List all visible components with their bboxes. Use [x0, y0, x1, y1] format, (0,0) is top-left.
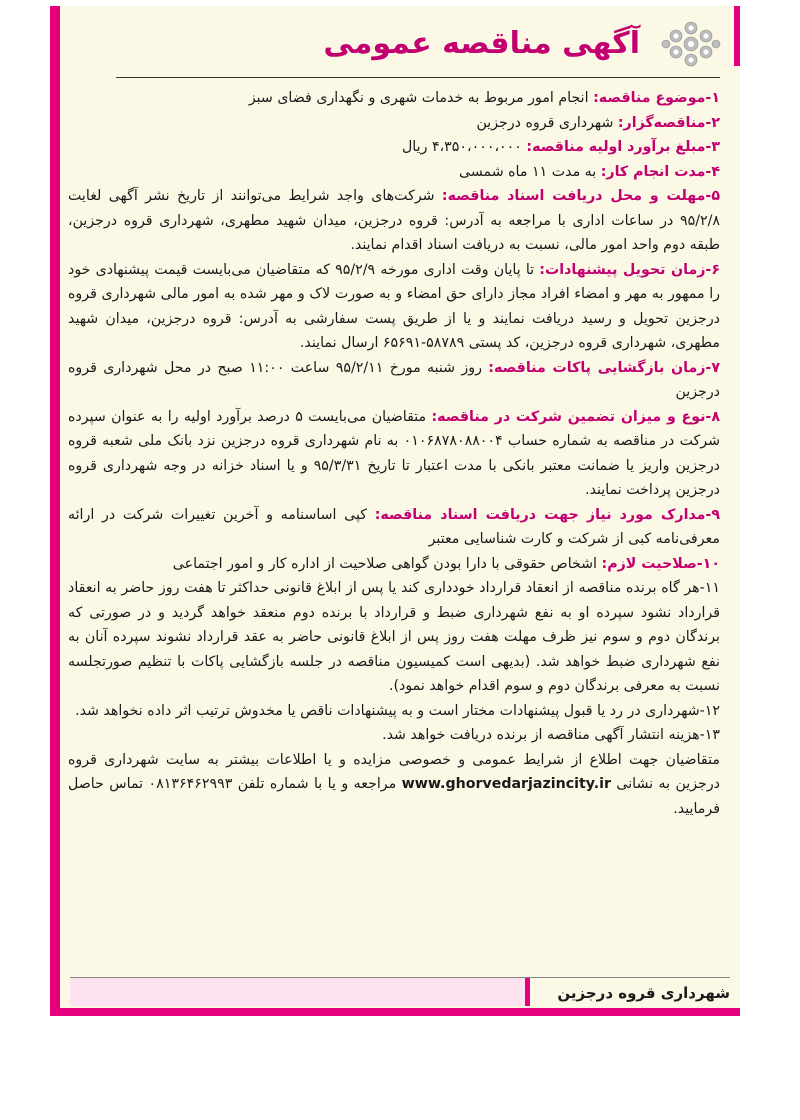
item-qualification: ۱۰-صلاحیت لازم: اشخاص حقوقی با دارا بودن گواهی صلاحیت از اداره کار و امور اجتماعی — [172, 555, 720, 572]
ornament-logo-icon — [656, 16, 726, 72]
website-link[interactable]: www.ghorvedarjazincity.ir — [401, 776, 611, 792]
frame-bottom-bar — [50, 1008, 740, 1016]
item-opening-time: ۷-زمان بازگشایی پاکات مناقصه: روز شنبه مورخ ۹۵/۲/۱۱ ساعت ۱۱:۰۰ صبح در محل شهرداری قروه درجزین — [68, 359, 720, 400]
item-documents-deadline: ۵-مهلت و محل دریافت اسناد مناقصه: شرکت‌های واجد شرایط می‌توانند از تاریخ نشر آگهی لغایت ۹۵/۲/۸ در ساعات اداری با مراجعه به آدرس: قروه درجزین، میدان شهید مطهری، شهرداری قروه درجزین، طبقه دوم واحد امور مالی، نسبت به دریافت اسناد اقدام نمایند. — [68, 188, 720, 253]
item-publication-cost: ۱۳-هزینه انتشار آگهی مناقصه از برنده دریافت خواهد شد. — [382, 727, 720, 743]
notice-header — [60, 6, 740, 78]
item-guarantee: ۸-نوع و میزان تضمین شرکت در مناقصه: متقاضیان می‌بایست ۵ درصد برآورد اولیه را به عنوان سپرده شرکت در مناقصه به شماره حساب ۰۱۰۶۸۷۸۰۸۸۰۰۴ به نام شهرداری قروه درجزین نزد بانک ملی شعبه قروه درجزین واریز یا ضمانت معتبر بانکی با مدت اعتبار تا تاریخ ۹۵/۳/۳۱ و یا اسناد خزانه در وجه شهرداری قروه درجزین پرداخت نمایند. — [68, 408, 720, 498]
footer-signature: شهرداری قروه درجزین — [557, 984, 730, 1002]
frame-left-bar — [50, 6, 60, 1016]
notice-footer — [70, 977, 730, 1006]
notice-body — [68, 86, 720, 821]
notice-title: آگهی مناقصه عمومی — [323, 26, 640, 61]
footer-accent-bar — [70, 978, 530, 1006]
item-submission-time: ۶-زمان تحویل پیشنهادات: تا پایان وقت اداری مورخه ۹۵/۲/۹ که متقاضیان می‌بایست قیمت پیشنهادی خود را ممهور به مهر و امضاء افراد مجاز دارای حق امضاء و به صورت لاک و مهر شده به امور مالی شهرداری قروه درجزین تحویل و رسید دریافت نمایند و یا از طریق پست سفارشی به آدرس: قروه درجزین، میدان شهید مطهری، شهرداری قروه درجزین، کد پستی ۵۸۷۸۹-۶۵۶۹۱ ارسال نمایند. — [68, 261, 720, 351]
item-estimate: ۳-مبلغ برآورد اولیه مناقصه: ۴،۳۵۰،۰۰۰،۰۰۰ ریال — [402, 139, 720, 155]
header-divider — [116, 77, 720, 78]
item-winner-obligation: ۱۱-هر گاه برنده مناقصه از انعقاد قرارداد خودداری کند یا پس از ابلاغ قانونی حداکثر تا هفت روز حاضر به انعقاد قرارداد نشود سپرده او به نفع شهرداری ضبط و قرارداد با برنده دوم منعقد خواهد گردید و در صورتی که برندگان دوم و سوم نیز ظرف مهلت هفت روز پس از ابلاغ قانونی حاضر به عقد قرارداد نشوند سپرده آنان به نفع شهرداری ضبط خواهد شد. (بدیهی است کمیسیون مناقصه در جلسه بازگشایی پاکات با تنظیم صورتجلسه نسبت به معرفی برندگان دوم و سوم اقدام خواهد نمود). — [68, 580, 720, 694]
item-acceptance-right: ۱۲-شهرداری در رد یا قبول پیشنهادات مختار است و به پیشنهادات ناقص یا مخدوش ترتیب اثر داده نخواهد شد. — [75, 702, 720, 719]
item-duration: ۴-مدت انجام کار: به مدت ۱۱ ماه شمسی — [459, 163, 720, 180]
footer-accent-edge — [525, 978, 530, 1006]
closing-paragraph: متقاضیان جهت اطلاع از شرایط عمومی و خصوصی مزایده و یا اطلاعات بیشتر به سایت شهرداری قروه درجزین به نشانی www.ghorvedarjazincity.ir مراجعه و یا با شماره تلفن ۰۸۱۳۶۴۶۲۹۹۳ تماس حاصل فرمایید. — [68, 751, 720, 817]
item-subject: ۱-موضوع مناقصه: انجام امور مربوط به خدمات شهری و نگهداری فضای سبز — [248, 90, 720, 106]
item-required-documents: ۹-مدارک مورد نیاز جهت دریافت اسناد مناقصه: کپی اساسنامه و آخرین تغییرات شرکت در ارائه معرفی‌نامه کبی از شرکت و کارت شناسایی معتبر — [68, 506, 720, 547]
item-tenderer: ۲-مناقصه‌گزار: شهرداری قروه درجزین — [476, 114, 720, 131]
